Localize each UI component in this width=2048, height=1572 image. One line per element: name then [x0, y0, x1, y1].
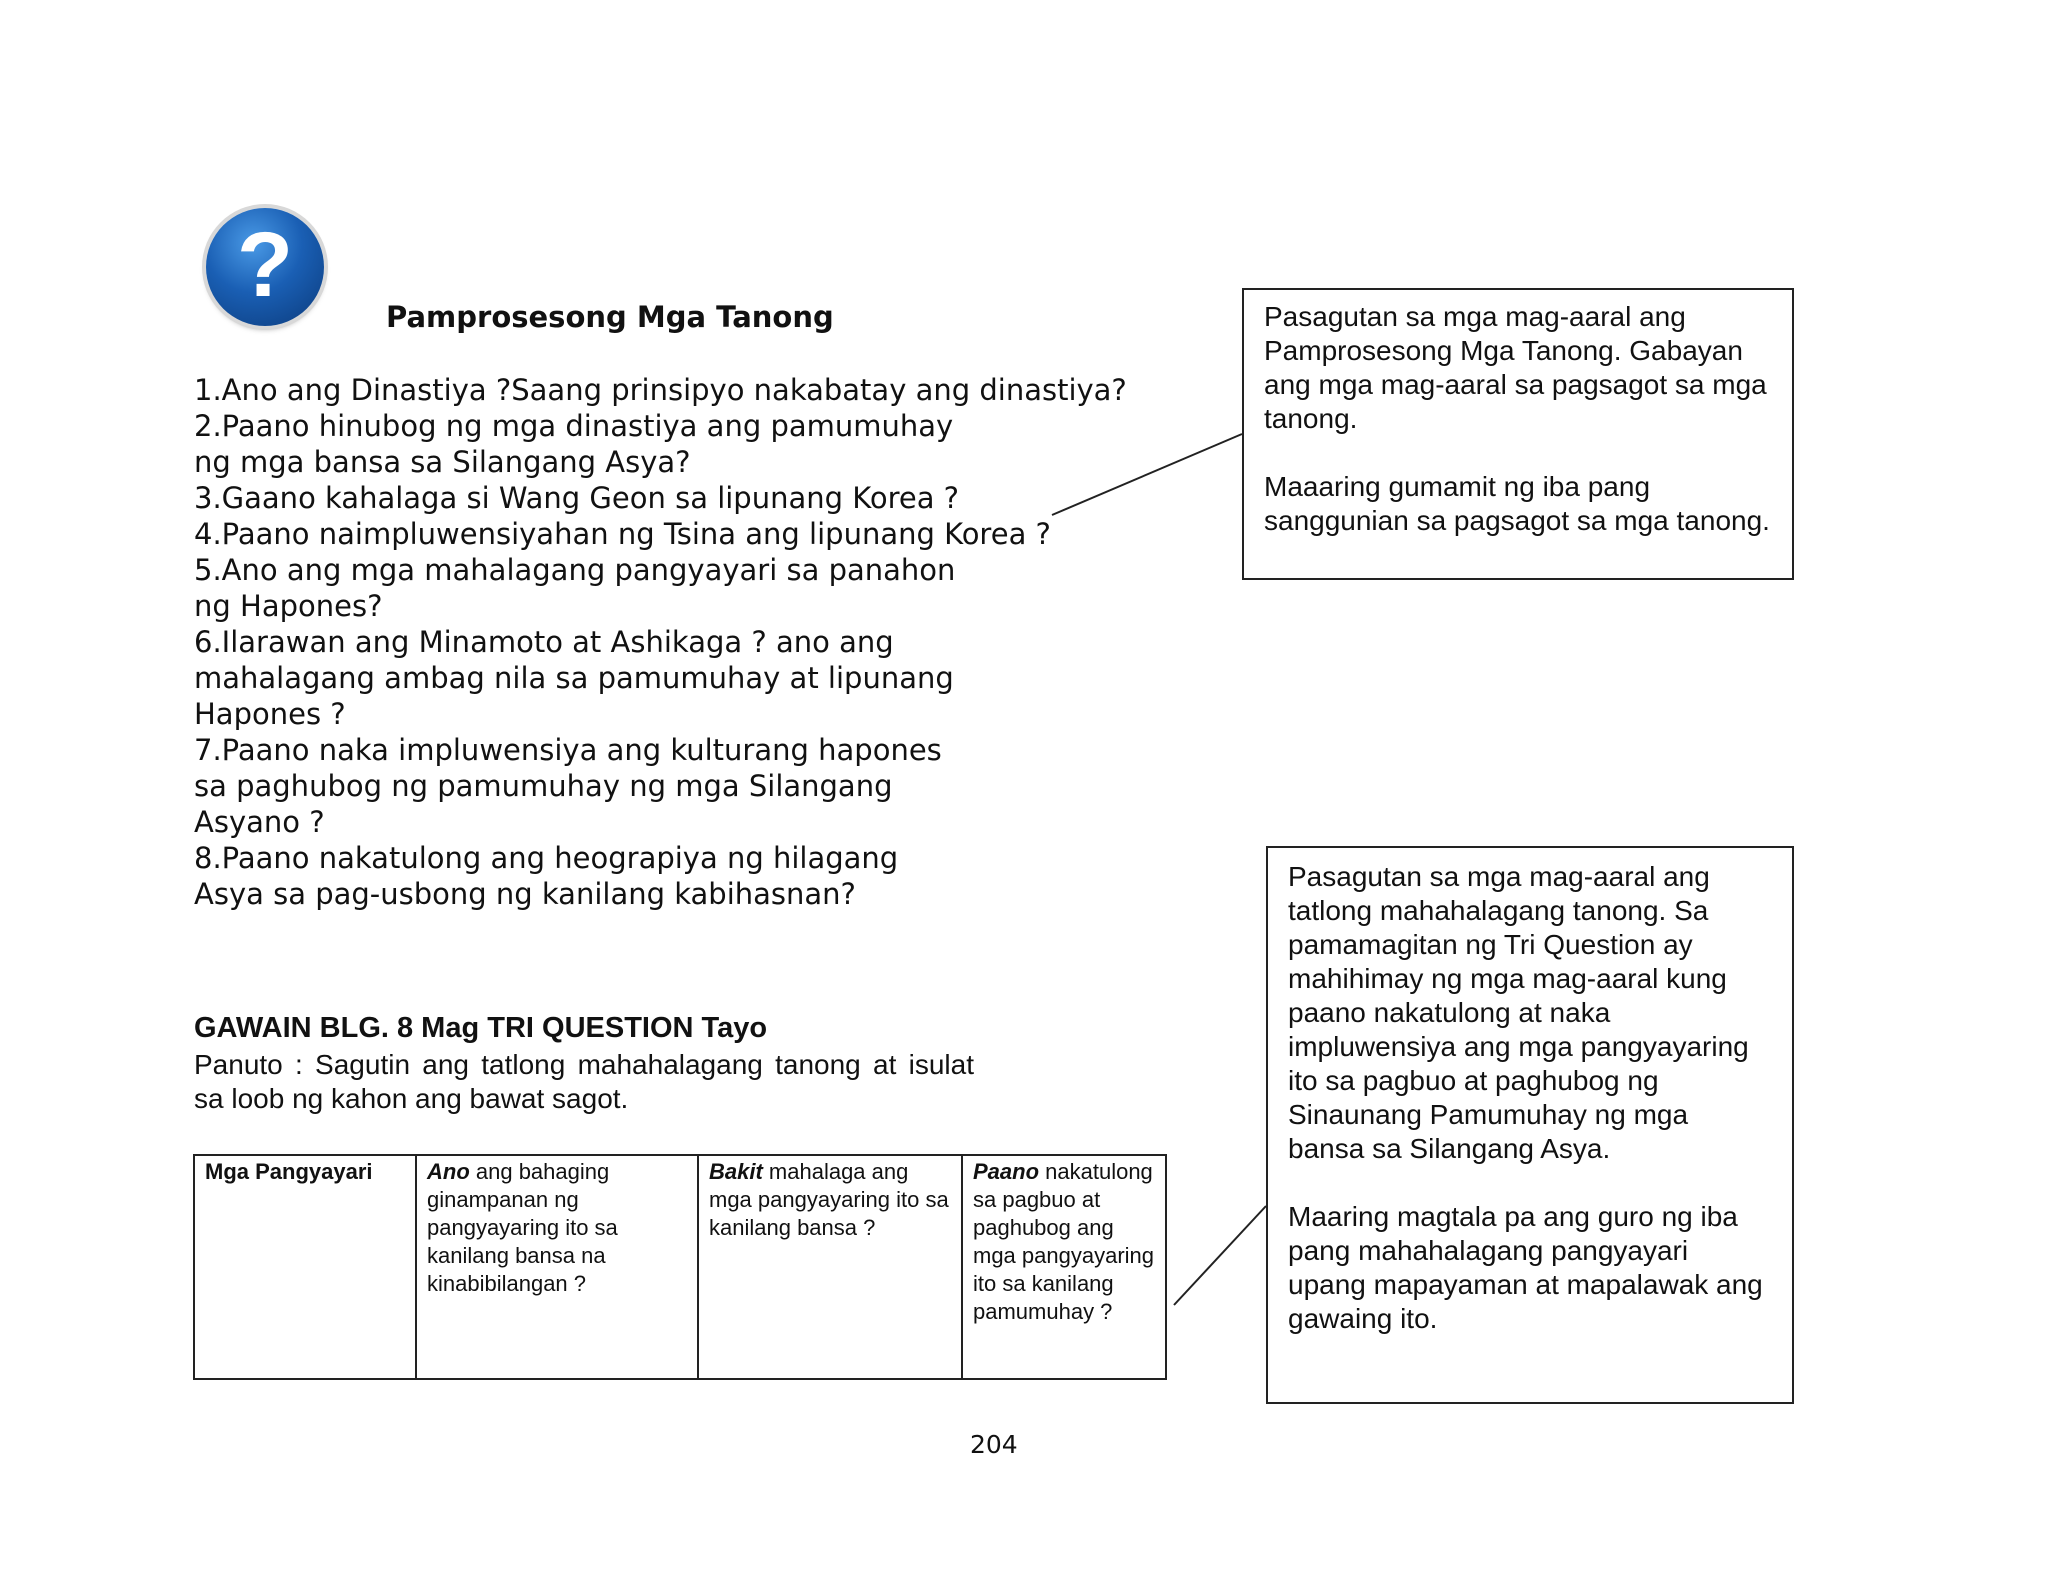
question-item: 6.Ilarawan ang Minamoto at Ashikaga ? ano ang mahalagang ambag nila sa pamumuhay at lipunang Hapones ? [194, 625, 954, 731]
question-item: 3.Gaano kahalaga si Wang Geon sa lipunang Korea ? [194, 481, 960, 515]
activity-instructions: Panuto : Sagutin ang tatlong mahahalagang tanong at isulat sa loob ng kahon ang bawat sagot. [194, 1049, 974, 1114]
question-item: 5.Ano ang mga mahalagang pangyayari sa panahon ng Hapones? [194, 553, 956, 623]
callout-line [1174, 1206, 1266, 1305]
table-cell-paano: Paano nakatulong sa pagbuo at paghubog ang mga pangyayaring ito sa kanilang pamumuhay ? [962, 1155, 1166, 1379]
question-mark-icon: ? [206, 208, 324, 326]
question-item: 8.Paano nakatulong ang heograpiya ng hilagang Asya sa pag-usbong ng kanilang kabihasnan? [194, 841, 899, 911]
question-item: 2.Paano hinubog ng mga dinastiya ang pamumuhay ng mga bansa sa Silangang Asya? [194, 409, 954, 479]
table-cell-bakit: Bakit mahalaga ang mga pangyayaring ito sa kanilang bansa ? [698, 1155, 962, 1379]
page-number: 204 [970, 1430, 1018, 1459]
callout-line [1052, 434, 1242, 515]
activity-title: GAWAIN BLG. 8 Mag TRI QUESTION Tayo [194, 1012, 768, 1044]
table-cell-ano: Ano ang bahaging ginampanan ng pangyayaring ito sa kanilang bansa na kinabibilangan ? [416, 1155, 698, 1379]
question-item: 7.Paano naka impluwensiya ang kulturang hapones sa paghubog ng pamumuhay ng mga Silangang Asyano ? [194, 733, 942, 839]
teacher-note-tri-question: Pasagutan sa mga mag-aaral ang tatlong mahahalagang tanong. Sa pamamagitan ng Tri Question ay mahihimay ng mga mag-aaral kung paano nakatulong at naka impluwensiya ang mga pangyayaring ito sa pagbuo at paghubog ng Sinaunang Pamumuhay ng mga bansa sa Silangang Asya. Maaring magtala pa ang guro ng iba pang mahahalagang pangyayari upang mapayaman at mapalawak ang gawaing ito. [1266, 846, 1794, 1404]
question-item: 4.Paano naimpluwensiyahan ng Tsina ang lipunang Korea ? [194, 517, 1051, 551]
question-item: 1.Ano ang Dinastiya ?Saang prinsipyo nakabatay ang dinastiya? [194, 373, 1127, 407]
table-cell-events: Mga Pangyayari [194, 1155, 416, 1379]
teacher-note-processing-questions: Pasagutan sa mga mag-aaral ang Pamprosesong Mga Tanong. Gabayan ang mga mag-aaral sa pagsagot sa mga tanong. Maaaring gumamit ng iba pang sanggunian sa pagsagot sa mga tanong. [1242, 288, 1794, 580]
section-title: Pamprosesong Mga Tanong [386, 300, 834, 334]
